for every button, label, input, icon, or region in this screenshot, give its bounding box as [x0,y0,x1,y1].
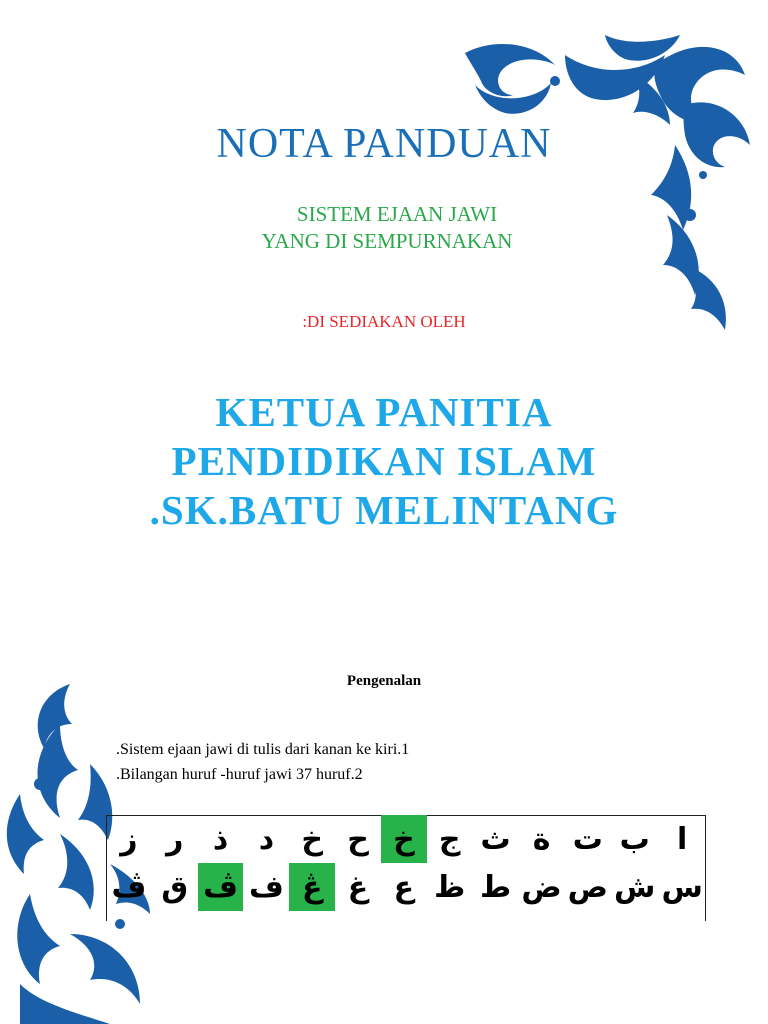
intro-point-2: .Bilangan huruf -huruf jawi 37 huruf.2 [116,766,363,783]
letter-cell: ف [248,869,284,905]
letter-cell: ب [619,821,650,857]
letter-cell: ت [572,821,603,857]
letter-cell: ر [166,821,184,857]
author-line-1: KETUA PANITIA [215,389,553,435]
letter-cell: ة [532,821,551,857]
letter-cell: ا [677,821,688,857]
letter-cell: ش [613,869,656,905]
subtitle-line-1: SISTEM EJAAN JAWI [296,202,498,226]
letter-cell: ض [521,869,562,905]
top-right-ornament-icon [455,35,765,335]
letter-cell: ذ [212,821,229,857]
letter-cell: ج [438,821,461,857]
intro-heading: Pengenalan [346,673,422,689]
letter-cell: س [661,869,703,905]
author-line-3: .SK.BATU MELINTANG [149,487,619,533]
letter-cell: ط [479,869,512,905]
letter-cell: ق [161,869,189,905]
jawi-alphabet-table [106,815,706,911]
alphabet-row-1 [106,815,706,863]
alphabet-row-2 [106,863,706,911]
subtitle-line-2: YANG DI SEMPURNAKAN [261,229,513,253]
letter-cell: ح [347,821,369,857]
prepared-by-label: :DI SEDIAKAN OLEH [302,312,466,331]
letter-cell: خ [301,821,324,857]
intro-point-1: .Sistem ejaan jawi di tulis dari kanan ke kiri.1 [116,741,410,758]
author-line-2: PENDIDIKAN ISLAM [171,438,597,484]
letter-cell: ز [120,821,138,857]
letter-cell: ص [567,869,608,905]
letter-cell: ظ [434,869,466,905]
letter-cell-highlighted: خ [381,815,427,863]
letter-cell: ث [480,821,511,857]
letter-cell: ڤ [111,869,147,905]
letter-cell: غ [347,869,369,905]
letter-cell-highlighted: ڠ [289,863,335,911]
page-title: NOTA PANDUAN [216,121,552,167]
letter-cell-highlighted: ڤ [198,863,244,911]
letter-cell: ع [393,869,415,905]
letter-cell: د [258,821,275,857]
